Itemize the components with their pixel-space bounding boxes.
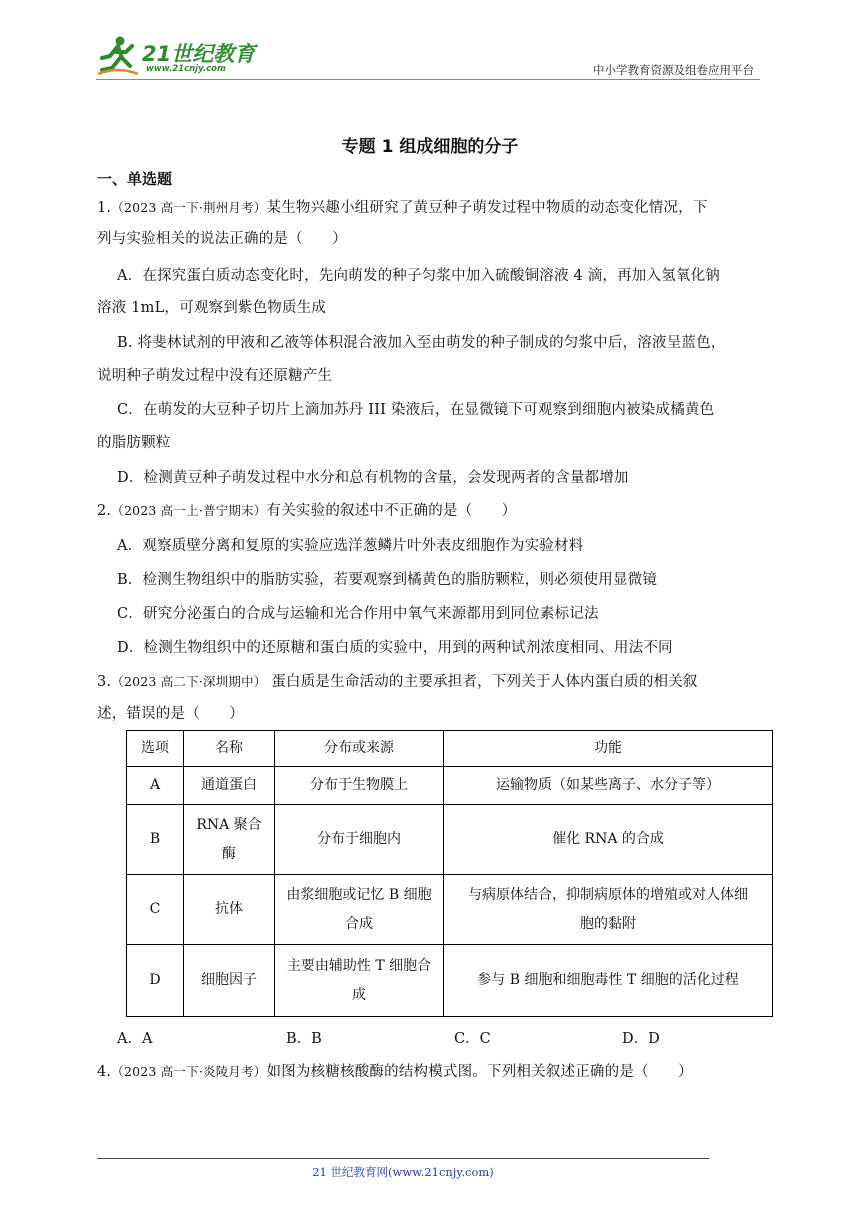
site-logo: [96, 34, 266, 78]
q3-source: （2023 高二下·深圳期中）: [111, 674, 267, 689]
q4-stem: [97, 1060, 693, 1081]
cell-line: 与病原体结合，抑制病原体的增殖或对人体细: [468, 886, 748, 903]
q1-option-a: A．在探究蛋白质动态变化时，先向萌发的种子匀浆中加入硫酸铜溶液 4 滴，再加入氢氧化钠: [117, 268, 721, 284]
table-cell: [444, 875, 773, 945]
runner-logo-icon: [96, 34, 140, 78]
section-heading: 一、单选题: [97, 170, 173, 188]
table-cell: B: [127, 805, 184, 875]
q1-number: 1.: [97, 200, 112, 216]
cell-line: 合成: [345, 915, 373, 932]
q2-option-c: C．研究分泌蛋白的合成与运输和光合作用中氧气来源都用到同位素标记法: [117, 606, 599, 622]
page-title: 专题 1 组成细胞的分子: [341, 137, 519, 157]
q2-text: 有关实验的叙述中不正确的是（ ）: [266, 503, 517, 519]
q1-option-c: C．在萌发的大豆种子切片上滴加苏丹 III 染液后，在显微镜下可观察到细胞内被染成橘黄色: [117, 402, 715, 418]
cell-line: RNA 聚合: [196, 816, 262, 833]
q3-number: 3.: [97, 674, 112, 690]
table-header-row: [127, 731, 773, 767]
q3-stem-line2: 述，错误的是（ ）: [97, 706, 244, 722]
table-cell: [275, 945, 444, 1017]
q3-option-c: C．C: [454, 1031, 491, 1047]
table-cell: 分布于细胞内: [275, 805, 444, 875]
header-divider: [96, 79, 760, 80]
q4-text: 如图为核糖核酸酶的结构模式图。下列相关叙述正确的是（ ）: [266, 1064, 693, 1080]
table-cell: 通道蛋白: [184, 767, 275, 805]
q3-text: 蛋白质是生命活动的主要承担者，下列关于人体内蛋白质的相关叙: [266, 674, 698, 690]
table-cell: [184, 805, 275, 875]
q2-option-a: A．观察质壁分离和复原的实验应选洋葱鳞片叶外表皮细胞作为实验材料: [117, 538, 584, 554]
table-row: [127, 945, 773, 1017]
table-header-cell: 功能: [444, 731, 773, 767]
q3-option-b: B．B: [286, 1031, 322, 1047]
q2-option-d: D．检测生物组织中的还原糖和蛋白质的实验中，用到的两种试剂浓度相同、用法不同: [117, 640, 673, 656]
table-cell: 参与 B 细胞和细胞毒性 T 细胞的活化过程: [444, 945, 773, 1017]
header-platform-text: 中小学教育资源及组卷应用平台: [593, 63, 754, 77]
table-header-cell: 名称: [184, 731, 275, 767]
cell-line: 胞的黏附: [580, 915, 636, 932]
footer-link[interactable]: 21 世纪教育网(www.21cnjy.com): [312, 1165, 494, 1179]
q2-option-b: B．检测生物组织中的脂肪实验，若要观察到橘黄色的脂肪颗粒，则必须使用显微镜: [117, 572, 658, 588]
table-cell: C: [127, 875, 184, 945]
q3-stem: [97, 670, 698, 691]
logo-url: www.21cnjy.com: [146, 64, 226, 74]
q1-option-d: D．检测黄豆种子萌发过程中水分和总有机物的含量，会发现两者的含量都增加: [117, 470, 629, 486]
logo-text: 21世纪教育: [142, 42, 256, 66]
table-row: [127, 875, 773, 945]
q1-text: 某生物兴趣小组研究了黄豆种子萌发过程中物质的动态变化情况，下: [266, 200, 708, 216]
q2-source: （2023 高一上·普宁期末）: [111, 503, 267, 518]
table-cell: 分布于生物膜上: [275, 767, 444, 805]
table-header-cell: 分布或来源: [275, 731, 444, 767]
q3-option-a: A．A: [117, 1031, 153, 1047]
table-cell: A: [127, 767, 184, 805]
table-row: [127, 805, 773, 875]
q1-stem-line2: 列与实验相关的说法正确的是（ ）: [97, 231, 347, 247]
q1-option-b: B. 将斐林试剂的甲液和乙液等体积混合液加入至由萌发的种子制成的匀浆中后，溶液呈蓝色，: [117, 335, 726, 351]
footer-divider: [97, 1158, 709, 1159]
table-cell: 抗体: [184, 875, 275, 945]
q4-source: （2023 高一下·炎陵月考）: [111, 1064, 267, 1079]
table-row: [127, 767, 773, 805]
q3-option-d: D．D: [622, 1031, 660, 1047]
q3-table: [126, 730, 773, 1017]
page-header: [96, 30, 760, 78]
table-cell: 催化 RNA 的合成: [444, 805, 773, 875]
table-cell: [275, 875, 444, 945]
q1-option-a-cont: 溶液 1mL，可观察到紫色物质生成: [97, 300, 327, 316]
table-header-cell: 选项: [127, 731, 184, 767]
q1-stem-line1: [97, 196, 708, 217]
q2-number: 2.: [97, 503, 112, 519]
cell-line: 由浆细胞或记忆 B 细胞: [286, 886, 432, 903]
q2-stem: [97, 499, 516, 520]
cell-line: 成: [352, 986, 366, 1003]
q1-option-b-cont: 说明种子萌发过程中没有还原糖产生: [97, 368, 333, 384]
table-cell: 运输物质（如某些离子、水分子等）: [444, 767, 773, 805]
table-cell: 细胞因子: [184, 945, 275, 1017]
q4-number: 4.: [97, 1064, 112, 1080]
cell-line: 主要由辅助性 T 细胞合: [286, 957, 432, 974]
table-cell: D: [127, 945, 184, 1017]
cell-line: 酶: [222, 845, 236, 862]
q1-source: （2023 高一下·荆州月考）: [111, 200, 267, 215]
q1-option-c-cont: 的脂肪颗粒: [97, 435, 171, 451]
